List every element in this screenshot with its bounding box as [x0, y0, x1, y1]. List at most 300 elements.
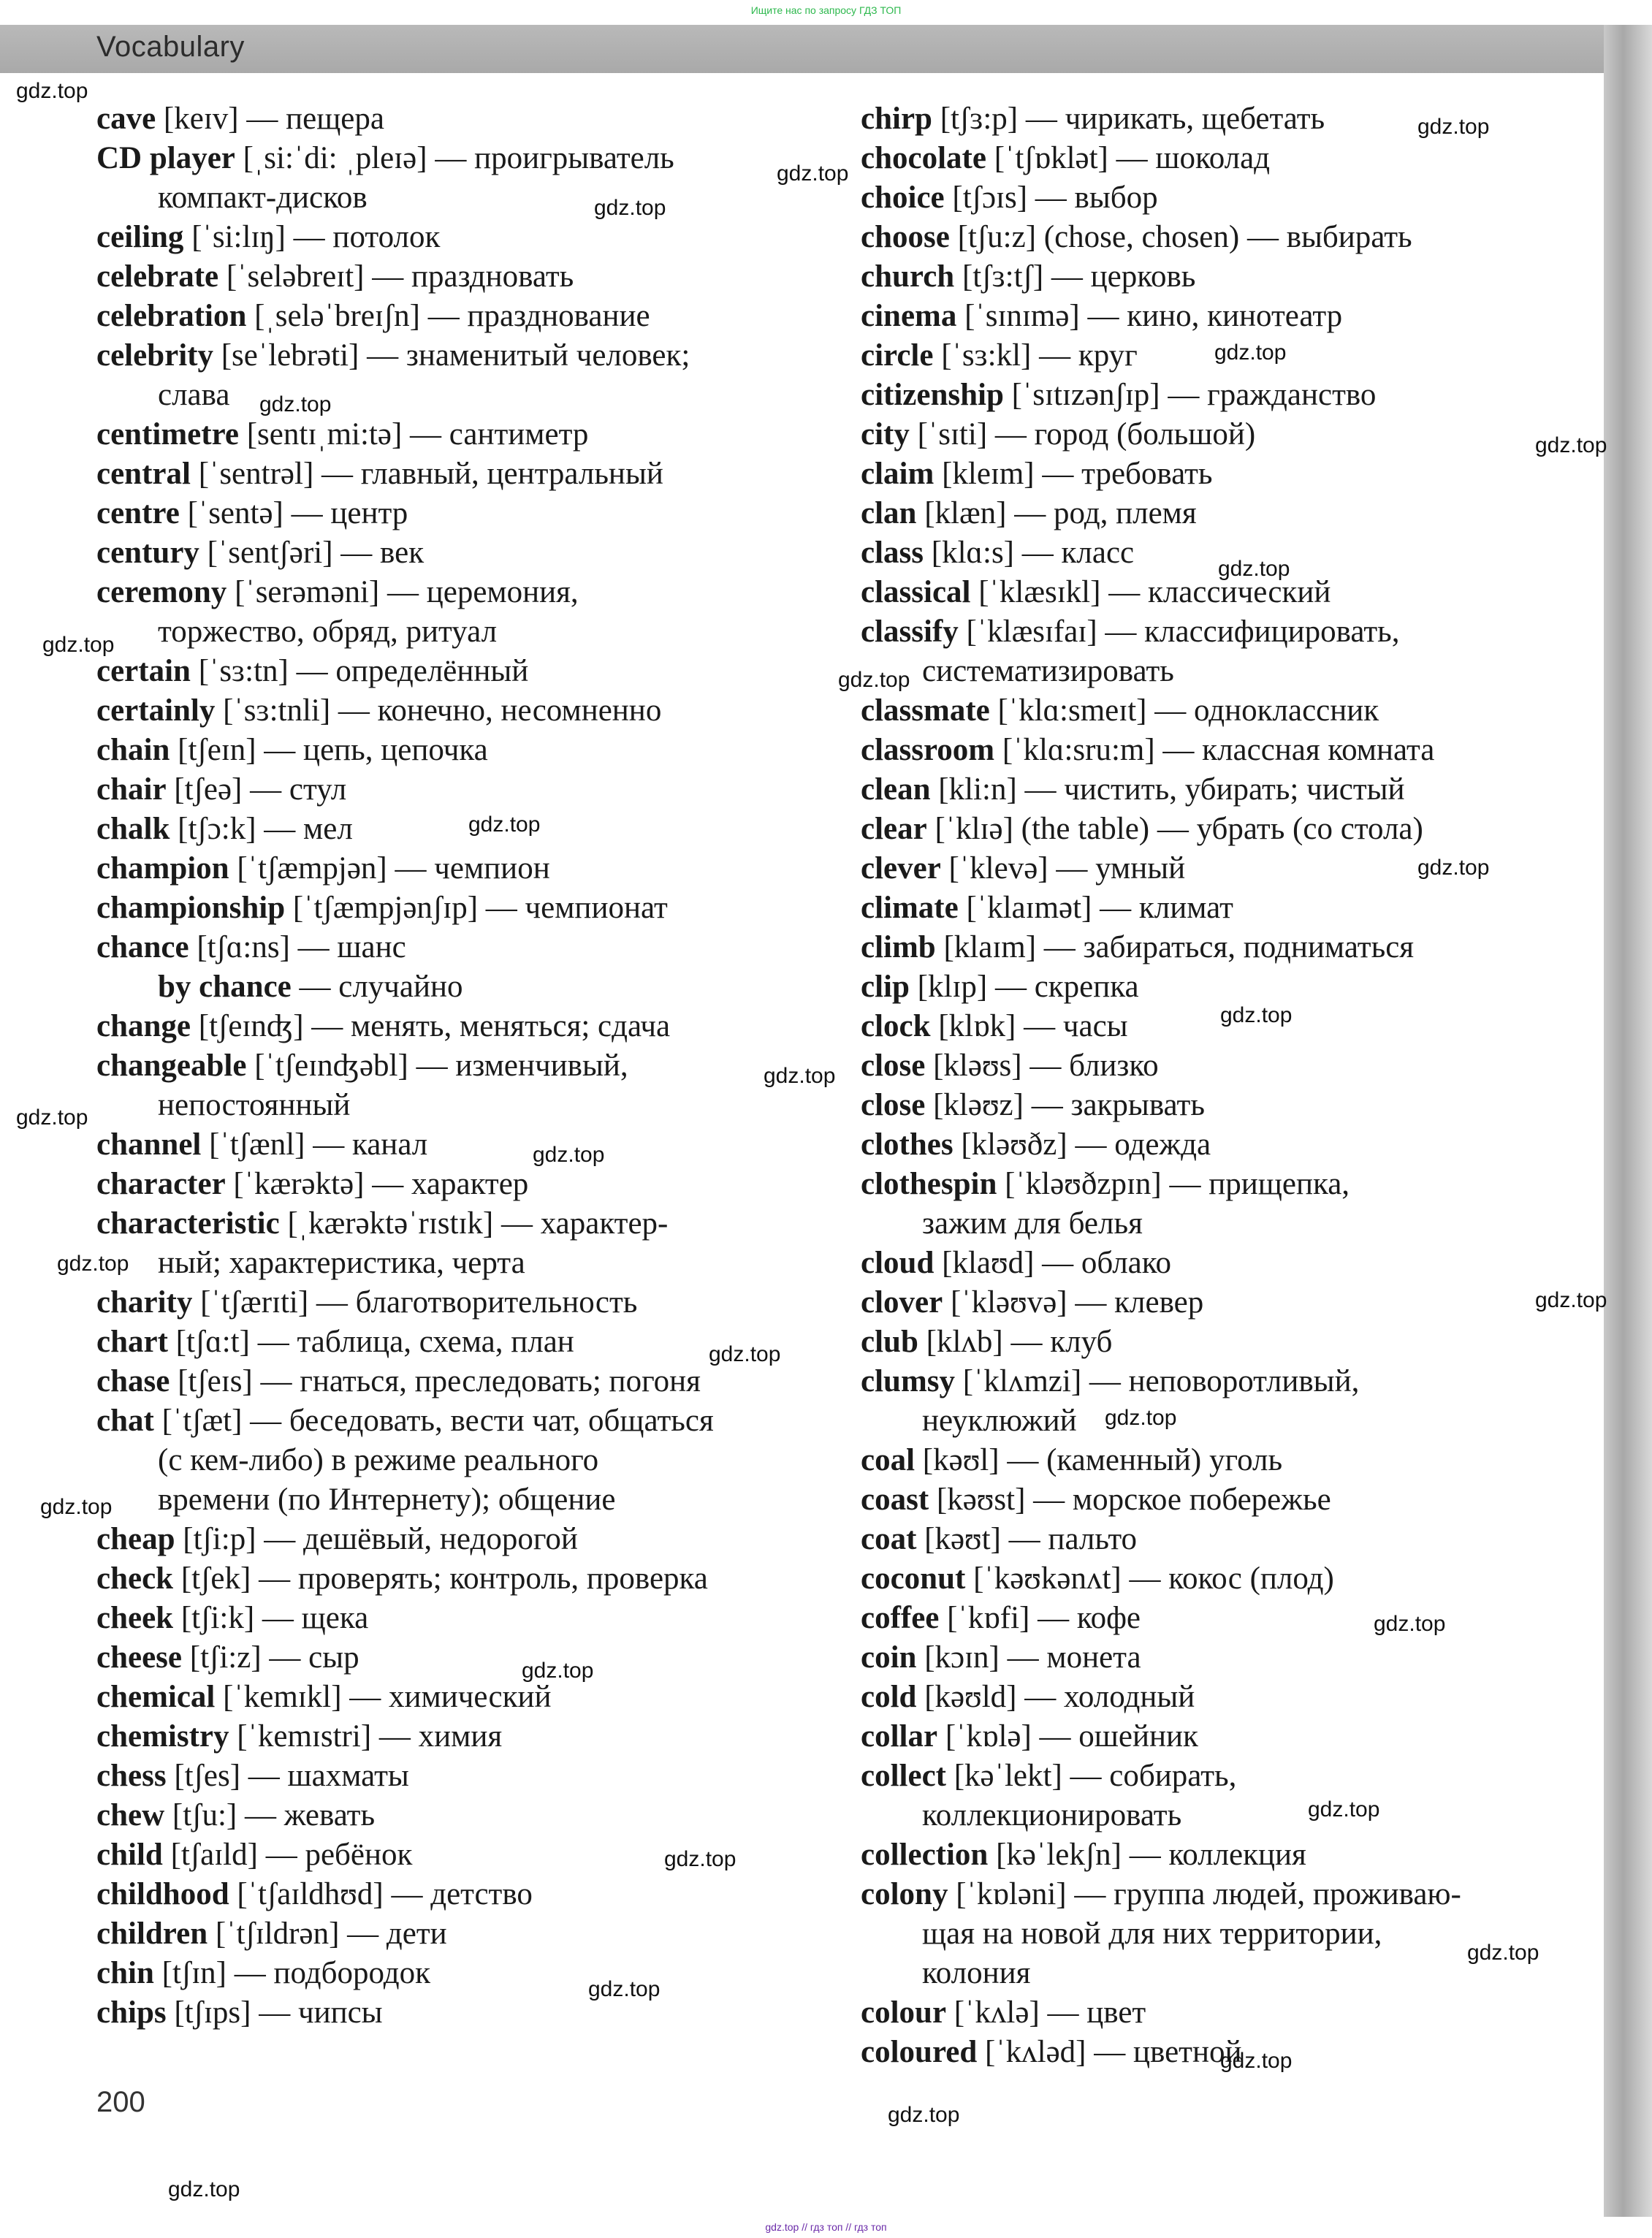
vocabulary-entry: [861, 1835, 1562, 1875]
vocabulary-entry: [861, 573, 1562, 612]
headword: claim: [861, 457, 935, 491]
entry-definition: компакт-дисков: [158, 180, 368, 215]
entry-definition: [kləʊs] — близко: [925, 1048, 1159, 1083]
headword: chemistry: [96, 1719, 229, 1754]
vocabulary-entry: [861, 1283, 1562, 1322]
vocabulary-entry: [861, 1125, 1562, 1165]
headword: collar: [861, 1719, 938, 1754]
vocabulary-entry: [96, 1046, 798, 1086]
vocabulary-entry: [861, 1599, 1562, 1638]
entry-definition: [keɪv] — пещера: [156, 102, 384, 136]
entry-definition: [tʃɔɪs] — выбор: [944, 180, 1158, 215]
entry-definition: [ˈkləʊðzpɪn] — прищепка,: [997, 1167, 1350, 1201]
entry-definition: неуклюжий: [922, 1404, 1077, 1438]
headword: championship: [96, 891, 286, 925]
headword: champion: [96, 851, 229, 886]
watermark: gdz.top: [1308, 1797, 1380, 1822]
watermark: gdz.top: [1374, 1612, 1446, 1636]
headword: central: [96, 457, 191, 491]
entry-definition: зажим для белья: [922, 1206, 1143, 1241]
entry-definition: колония: [922, 1956, 1031, 1990]
watermark: gdz.top: [1535, 433, 1607, 457]
headword: chat: [96, 1404, 154, 1438]
entry-definition: — случайно: [291, 970, 463, 1004]
headword: chance: [96, 930, 189, 964]
vocabulary-entry: [861, 1796, 1562, 1835]
vocabulary-entry: [96, 415, 798, 454]
entry-definition: [kəʊl] — (каменный) уголь: [915, 1443, 1283, 1477]
vocabulary-entry: [96, 1007, 798, 1046]
entry-definition: [tʃi:z] — сыр: [182, 1640, 359, 1675]
entry-definition: [klɪp] — скрепка: [909, 970, 1139, 1004]
entry-definition: [tʃeɪs] — гнаться, преследовать; погоня: [170, 1364, 701, 1398]
entry-definition: [kleɪm] — требовать: [934, 457, 1213, 491]
vocabulary-entry: [861, 1756, 1562, 1796]
headword: chemical: [96, 1680, 216, 1714]
headword: certainly: [96, 693, 216, 728]
entry-definition: [ˈsɪtɪzənʃɪp] — гражданство: [1003, 378, 1377, 412]
entry-definition: [klaɪm] — забираться, подниматься: [935, 930, 1415, 964]
headword: clock: [861, 1009, 931, 1043]
headword: coat: [861, 1522, 917, 1556]
vocabulary-entry: [96, 1165, 798, 1204]
vocabulary-entry: [861, 178, 1562, 218]
entry-definition: [tʃɜ:tʃ] — церковь: [954, 259, 1196, 294]
headword: colony: [861, 1877, 948, 1911]
watermark: gdz.top: [709, 1342, 781, 1366]
entry-definition: [ˈsentə] — центр: [179, 496, 408, 530]
watermark: gdz.top: [468, 812, 541, 837]
vocabulary-entry: [96, 533, 798, 573]
vocabulary-entry: [96, 1638, 798, 1678]
entry-definition: [ˈtʃɒklət] — шоколад: [986, 141, 1271, 175]
entry-definition: [tʃi:p] — дешёвый, недорогой: [175, 1522, 578, 1556]
vocabulary-entry: [861, 139, 1562, 178]
vocabulary-entry: [861, 494, 1562, 533]
entry-definition: [klæn] — род, племя: [916, 496, 1197, 530]
vocabulary-entry: [96, 297, 798, 336]
headword: celebrity: [96, 338, 213, 373]
headword: coloured: [861, 2035, 978, 2069]
watermark: gdz.top: [1218, 557, 1290, 581]
entry-definition: [tʃeə] — стул: [166, 772, 347, 807]
headword: century: [96, 536, 199, 570]
entry-definition: щая на новой для них территории,: [922, 1917, 1382, 1951]
entry-definition: [klɑ:s] — класс: [924, 536, 1135, 570]
vocabulary-entry: [96, 1125, 798, 1165]
vocabulary-entry: [96, 967, 798, 1007]
entry-definition: [ˈkɒlə] — ошейник: [937, 1719, 1198, 1754]
entry-definition: [ˈklɑ:smeɪt] — одноклассник: [989, 693, 1379, 728]
vocabulary-entry: [96, 1283, 798, 1322]
headword: ceremony: [96, 575, 227, 609]
headword: cheese: [96, 1640, 182, 1675]
vocabulary-entry: [96, 1086, 798, 1125]
headword: cloud: [861, 1246, 935, 1280]
watermark: gdz.top: [168, 2177, 240, 2201]
entry-definition: [ˈkəʊkənʌt] — кокос (плод): [965, 1561, 1334, 1596]
headword: centimetre: [96, 417, 239, 452]
vocabulary-entry: [96, 494, 798, 533]
vocabulary-entry: [861, 1914, 1562, 1954]
vocabulary-entry: [96, 178, 798, 218]
entry-definition: [tʃu:] — жевать: [164, 1798, 376, 1832]
vocabulary-entry: [861, 454, 1562, 494]
headword: child: [96, 1838, 163, 1872]
vocabulary-entry: [861, 612, 1562, 652]
entry-definition: [ˌseləˈbreɪʃn] — празднование: [246, 299, 650, 333]
top-note: Ищите нас по запросу ГДЗ ТОП: [750, 4, 902, 16]
entry-definition: [ˌkærəktəˈrɪstɪk] — характер-: [279, 1206, 669, 1241]
headword: clean: [861, 772, 931, 807]
entry-definition: [tʃɪps] — чипсы: [166, 1995, 383, 2030]
headword: chase: [96, 1364, 170, 1398]
headword: chips: [96, 1995, 167, 2030]
vocabulary-entry: [861, 1244, 1562, 1283]
entry-definition: [ˈkɒləni] — группа людей, проживаю-: [948, 1877, 1461, 1911]
entry-definition: систематизировать: [922, 654, 1174, 688]
headword: characteristic: [96, 1206, 280, 1241]
entry-definition: [ˌsi:ˈdi: ˌpleɪə] — проигрыватель: [235, 141, 674, 175]
watermark: gdz.top: [16, 79, 88, 103]
vocabulary-entry: [96, 1480, 798, 1520]
headword: city: [861, 417, 910, 452]
entry-definition: [ˈklæsɪfaɪ] — классифицировать,: [958, 614, 1400, 649]
vocabulary-entry: [96, 1678, 798, 1717]
entry-definition: [ˈsɜ:tn] — определённый: [190, 654, 529, 688]
watermark: gdz.top: [259, 392, 332, 416]
vocabulary-entry: [861, 967, 1562, 1007]
vocabulary-entry: [861, 731, 1562, 770]
watermark: gdz.top: [1417, 856, 1490, 880]
entry-definition: [ˈtʃæt] — беседовать, вести чат, общаться: [153, 1404, 714, 1438]
entry-definition: непостоянный: [158, 1088, 351, 1122]
entry-definition: [tʃaɪld] — ребёнок: [162, 1838, 413, 1872]
entry-definition: [ˈklɪə] (the table) — убрать (со стола): [926, 812, 1423, 846]
vocabulary-entry: [96, 1954, 798, 1993]
entry-definition: [ˈkemɪstri] — химия: [229, 1719, 503, 1754]
headword: clever: [861, 851, 941, 886]
headword: check: [96, 1561, 174, 1596]
entry-definition: [tʃes] — шахматы: [166, 1759, 409, 1793]
headword: citizenship: [861, 378, 1004, 412]
watermark: gdz.top: [1105, 1406, 1177, 1430]
headword: chalk: [96, 812, 170, 846]
watermark: gdz.top: [838, 668, 910, 692]
entry-definition: [kəʊld] — холодный: [916, 1680, 1195, 1714]
entry-definition: [klɒk] — часы: [930, 1009, 1128, 1043]
vocabulary-entry: [96, 454, 798, 494]
entry-definition: [ˈklevə] — умный: [940, 851, 1186, 886]
entry-definition: [ˈklɑ:sru:m] — классная комната: [994, 733, 1435, 767]
vocabulary-entry: [96, 1796, 798, 1835]
watermark: gdz.top: [16, 1105, 88, 1130]
vocabulary-entry: [861, 888, 1562, 928]
headword: close: [861, 1048, 926, 1083]
entry-definition: [tʃu:z] (chose, chosen) — выбирать: [949, 220, 1412, 254]
vocabulary-entry: [96, 1756, 798, 1796]
entry-definition: [ˈklʌmzi] — неповоротливый,: [955, 1364, 1360, 1398]
headword: close: [861, 1088, 926, 1122]
headword: chess: [96, 1759, 167, 1793]
entry-definition: слава: [158, 378, 230, 412]
vocabulary-entry: [861, 652, 1562, 691]
watermark: gdz.top: [594, 196, 666, 220]
headword: clothes: [861, 1127, 953, 1162]
headword: clumsy: [861, 1364, 955, 1398]
entry-definition: [ˈseləbreɪt] — праздновать: [218, 259, 574, 294]
entry-definition: [ˈserəməni] — церемония,: [227, 575, 579, 609]
headword: climb: [861, 930, 936, 964]
vocabulary-entry: [96, 849, 798, 888]
vocabulary-entry: [861, 297, 1562, 336]
vocabulary-entry: [861, 336, 1562, 376]
entry-definition: [ˈsɜ:tnli] — конечно, несомненно: [215, 693, 662, 728]
vocabulary-entry: [96, 1559, 798, 1599]
vocabulary-entry: [861, 2033, 1562, 2072]
vocabulary-entry: [96, 1993, 798, 2033]
vocabulary-entry: [861, 1046, 1562, 1086]
headword: climate: [861, 891, 959, 925]
headword: certain: [96, 654, 191, 688]
vocabulary-entry: [861, 1717, 1562, 1756]
headword: change: [96, 1009, 191, 1043]
entry-definition: [ˈtʃærɪti] — благотворительность: [192, 1285, 638, 1320]
watermark: gdz.top: [1214, 340, 1287, 365]
page-header: [0, 25, 1604, 73]
watermark: gdz.top: [1417, 115, 1490, 139]
bottom-note: gdz.top // гдз топ // гдз топ: [765, 2221, 887, 2233]
headword: by chance: [158, 970, 292, 1004]
vocabulary-entry: [861, 1362, 1562, 1401]
entry-definition: [ˈsɜ:kl] — круг: [933, 338, 1138, 373]
vocabulary-entry: [861, 1204, 1562, 1244]
watermark: gdz.top: [588, 1977, 661, 2001]
entry-definition: [ˈkʌləd] — цветной: [977, 2035, 1242, 2069]
left-column: [96, 99, 798, 2033]
entry-definition: [tʃɑ:ns] — шанс: [189, 930, 406, 964]
entry-definition: [klaʊd] — облако: [934, 1246, 1171, 1280]
headword: chain: [96, 733, 170, 767]
headword: coffee: [861, 1601, 940, 1635]
entry-definition: [ˈtʃɪldrən] — дети: [208, 1917, 447, 1951]
vocabulary-entry: [96, 1322, 798, 1362]
vocabulary-entry: [861, 1007, 1562, 1046]
vocabulary-entry: [96, 1441, 798, 1480]
headword: childhood: [96, 1877, 229, 1911]
watermark: gdz.top: [42, 633, 115, 657]
entry-definition: [kəˈlekʃn] — коллекция: [988, 1838, 1306, 1872]
headword: coast: [861, 1483, 929, 1517]
entry-definition: [tʃɔ:k] — мел: [170, 812, 353, 846]
headword: ceiling: [96, 220, 184, 254]
headword: classical: [861, 575, 971, 609]
headword: church: [861, 259, 955, 294]
section-title: Vocabulary: [96, 31, 245, 63]
entry-definition: [ˈkləʊvə] — клевер: [943, 1285, 1204, 1320]
headword: circle: [861, 338, 934, 373]
entry-definition: торжество, обряд, ритуал: [158, 614, 498, 649]
vocabulary-entry: [861, 415, 1562, 454]
entry-definition: [ˈtʃæmpjənʃɪp] — чемпионат: [285, 891, 668, 925]
entry-definition: [ˈtʃeɪnʤəbl] — изменчивый,: [246, 1048, 628, 1083]
vocabulary-entry: [861, 1480, 1562, 1520]
entry-definition: [kəʊst] — морское побережье: [929, 1483, 1331, 1517]
vocabulary-entry: [96, 1914, 798, 1954]
headword: chart: [96, 1325, 168, 1359]
headword: chirp: [861, 102, 932, 136]
vocabulary-entry: [96, 336, 798, 376]
vocabulary-entry: [861, 810, 1562, 849]
vocabulary-entry: [96, 731, 798, 770]
vocabulary-entry: [96, 99, 798, 139]
vocabulary-entry: [861, 1441, 1562, 1480]
vocabulary-entry: [96, 1520, 798, 1559]
headword: celebration: [96, 299, 247, 333]
entry-definition: [ˈsentʃəri] — век: [199, 536, 425, 570]
vocabulary-entry: [861, 1678, 1562, 1717]
entry-definition: [tʃek] — проверять; контроль, проверка: [173, 1561, 708, 1596]
vocabulary-entry: [861, 376, 1562, 415]
watermark: gdz.top: [1220, 2049, 1293, 2073]
entry-definition: [ˈkʌlə] — цвет: [946, 1995, 1146, 2030]
headword: colour: [861, 1995, 947, 2030]
headword: chair: [96, 772, 167, 807]
entry-definition: [ˈkɒfi] — кофе: [939, 1601, 1141, 1635]
entry-definition: [seˈlebrəti] — знаменитый человек;: [213, 338, 690, 373]
entry-definition: [tʃi:k] — щека: [173, 1601, 369, 1635]
page-number: 200: [96, 2086, 145, 2118]
entry-definition: [kɔɪn] — монета: [916, 1640, 1141, 1675]
headword: choose: [861, 220, 950, 254]
entry-definition: ный; характеристика, черта: [158, 1246, 525, 1280]
entry-definition: [ˈtʃæmpjən] — чемпион: [229, 851, 550, 886]
vocabulary-entry: [96, 218, 798, 257]
watermark: gdz.top: [1535, 1288, 1607, 1312]
headword: centre: [96, 496, 180, 530]
entry-definition: [kəˈlekt] — собирать,: [945, 1759, 1237, 1793]
entry-definition: [ˈsɪti] — город (большой): [909, 417, 1256, 452]
vocabulary-entry: [96, 376, 798, 415]
headword: celebrate: [96, 259, 219, 294]
right-column: [861, 99, 1562, 2072]
watermark: gdz.top: [1467, 1941, 1539, 1965]
entry-definition: [kləʊz] — закрывать: [925, 1088, 1205, 1122]
headword: children: [96, 1917, 208, 1951]
vocabulary-entry: [96, 652, 798, 691]
entry-definition: [ˈkemɪkl] — химический: [215, 1680, 552, 1714]
vocabulary-entry: [96, 257, 798, 297]
entry-definition: [ˈsi:lɪŋ] — потолок: [183, 220, 441, 254]
vocabulary-entry: [96, 1362, 798, 1401]
vocabulary-entry: [96, 1875, 798, 1914]
vocabulary-entry: [861, 691, 1562, 731]
headword: cheap: [96, 1522, 175, 1556]
watermark: gdz.top: [1220, 1003, 1293, 1027]
vocabulary-entry: [96, 691, 798, 731]
headword: character: [96, 1167, 226, 1201]
vocabulary-entry: [96, 928, 798, 967]
headword: chew: [96, 1798, 165, 1832]
headword: cheek: [96, 1601, 174, 1635]
vocabulary-entry: [861, 533, 1562, 573]
entry-definition: [kləʊðz] — одежда: [953, 1127, 1211, 1162]
entry-definition: [ˈklaɪmət] — климат: [958, 891, 1233, 925]
headword: coconut: [861, 1561, 966, 1596]
vocabulary-entry: [96, 888, 798, 928]
vocabulary-entry: [861, 1559, 1562, 1599]
headword: clothespin: [861, 1167, 997, 1201]
headword: collection: [861, 1838, 989, 1872]
vocabulary-entry: [96, 139, 798, 178]
vocabulary-entry: [861, 1875, 1562, 1914]
headword: CD player: [96, 141, 235, 175]
watermark: gdz.top: [777, 161, 849, 186]
vocabulary-entry: [861, 1638, 1562, 1678]
headword: clan: [861, 496, 917, 530]
watermark: gdz.top: [764, 1064, 836, 1088]
headword: classify: [861, 614, 959, 649]
vocabulary-entry: [861, 770, 1562, 810]
entry-definition: [ˈsɪnɪmə] — кино, кинотеатр: [956, 299, 1343, 333]
headword: charity: [96, 1285, 193, 1320]
headword: coin: [861, 1640, 917, 1675]
headword: class: [861, 536, 924, 570]
vocabulary-entry: [861, 1993, 1562, 2033]
vocabulary-entry: [861, 1086, 1562, 1125]
vocabulary-entry: [861, 257, 1562, 297]
watermark: gdz.top: [40, 1495, 113, 1519]
entry-definition: [tʃɪn] — подбородок: [153, 1956, 431, 1990]
vocabulary-entry: [861, 218, 1562, 257]
entry-definition: [ˈtʃænl] — канал: [201, 1127, 428, 1162]
headword: clover: [861, 1285, 943, 1320]
vocabulary-entry: [861, 928, 1562, 967]
watermark: gdz.top: [664, 1847, 736, 1871]
headword: chin: [96, 1956, 154, 1990]
headword: cold: [861, 1680, 917, 1714]
headword: collect: [861, 1759, 946, 1793]
entry-definition: [sentɪˌmi:tə] — сантиметр: [238, 417, 589, 452]
watermark: gdz.top: [522, 1659, 594, 1683]
vocabulary-entry: [96, 1401, 798, 1441]
headword: cinema: [861, 299, 957, 333]
headword: club: [861, 1325, 918, 1359]
entry-definition: [tʃeɪn] — цепь, цепочка: [170, 733, 488, 767]
vocabulary-entry: [861, 1401, 1562, 1441]
watermark: gdz.top: [57, 1252, 129, 1276]
entry-definition: [ˈklæsɪkl] — классический: [970, 575, 1331, 609]
headword: cave: [96, 102, 156, 136]
headword: clip: [861, 970, 910, 1004]
vocabulary-entry: [861, 1165, 1562, 1204]
headword: coal: [861, 1443, 916, 1477]
entry-definition: [ˈsentrəl] — главный, центральный: [190, 457, 663, 491]
entry-definition: [tʃeɪnʤ] — менять, меняться; сдача: [191, 1009, 671, 1043]
entry-definition: [ˈtʃaɪldhʊd] — детство: [229, 1877, 533, 1911]
vocabulary-entry: [861, 1520, 1562, 1559]
vocabulary-entry: [861, 1322, 1562, 1362]
headword: chocolate: [861, 141, 986, 175]
page-fold-shadow: [1604, 25, 1652, 2217]
headword: channel: [96, 1127, 202, 1162]
headword: classroom: [861, 733, 995, 767]
vocabulary-entry: [96, 573, 798, 612]
watermark: gdz.top: [533, 1143, 605, 1167]
entry-definition: [kli:n] — чистить, убирать; чистый: [930, 772, 1405, 807]
vocabulary-entry: [96, 1717, 798, 1756]
entry-definition: [tʃɑ:t] — таблица, схема, план: [167, 1325, 574, 1359]
